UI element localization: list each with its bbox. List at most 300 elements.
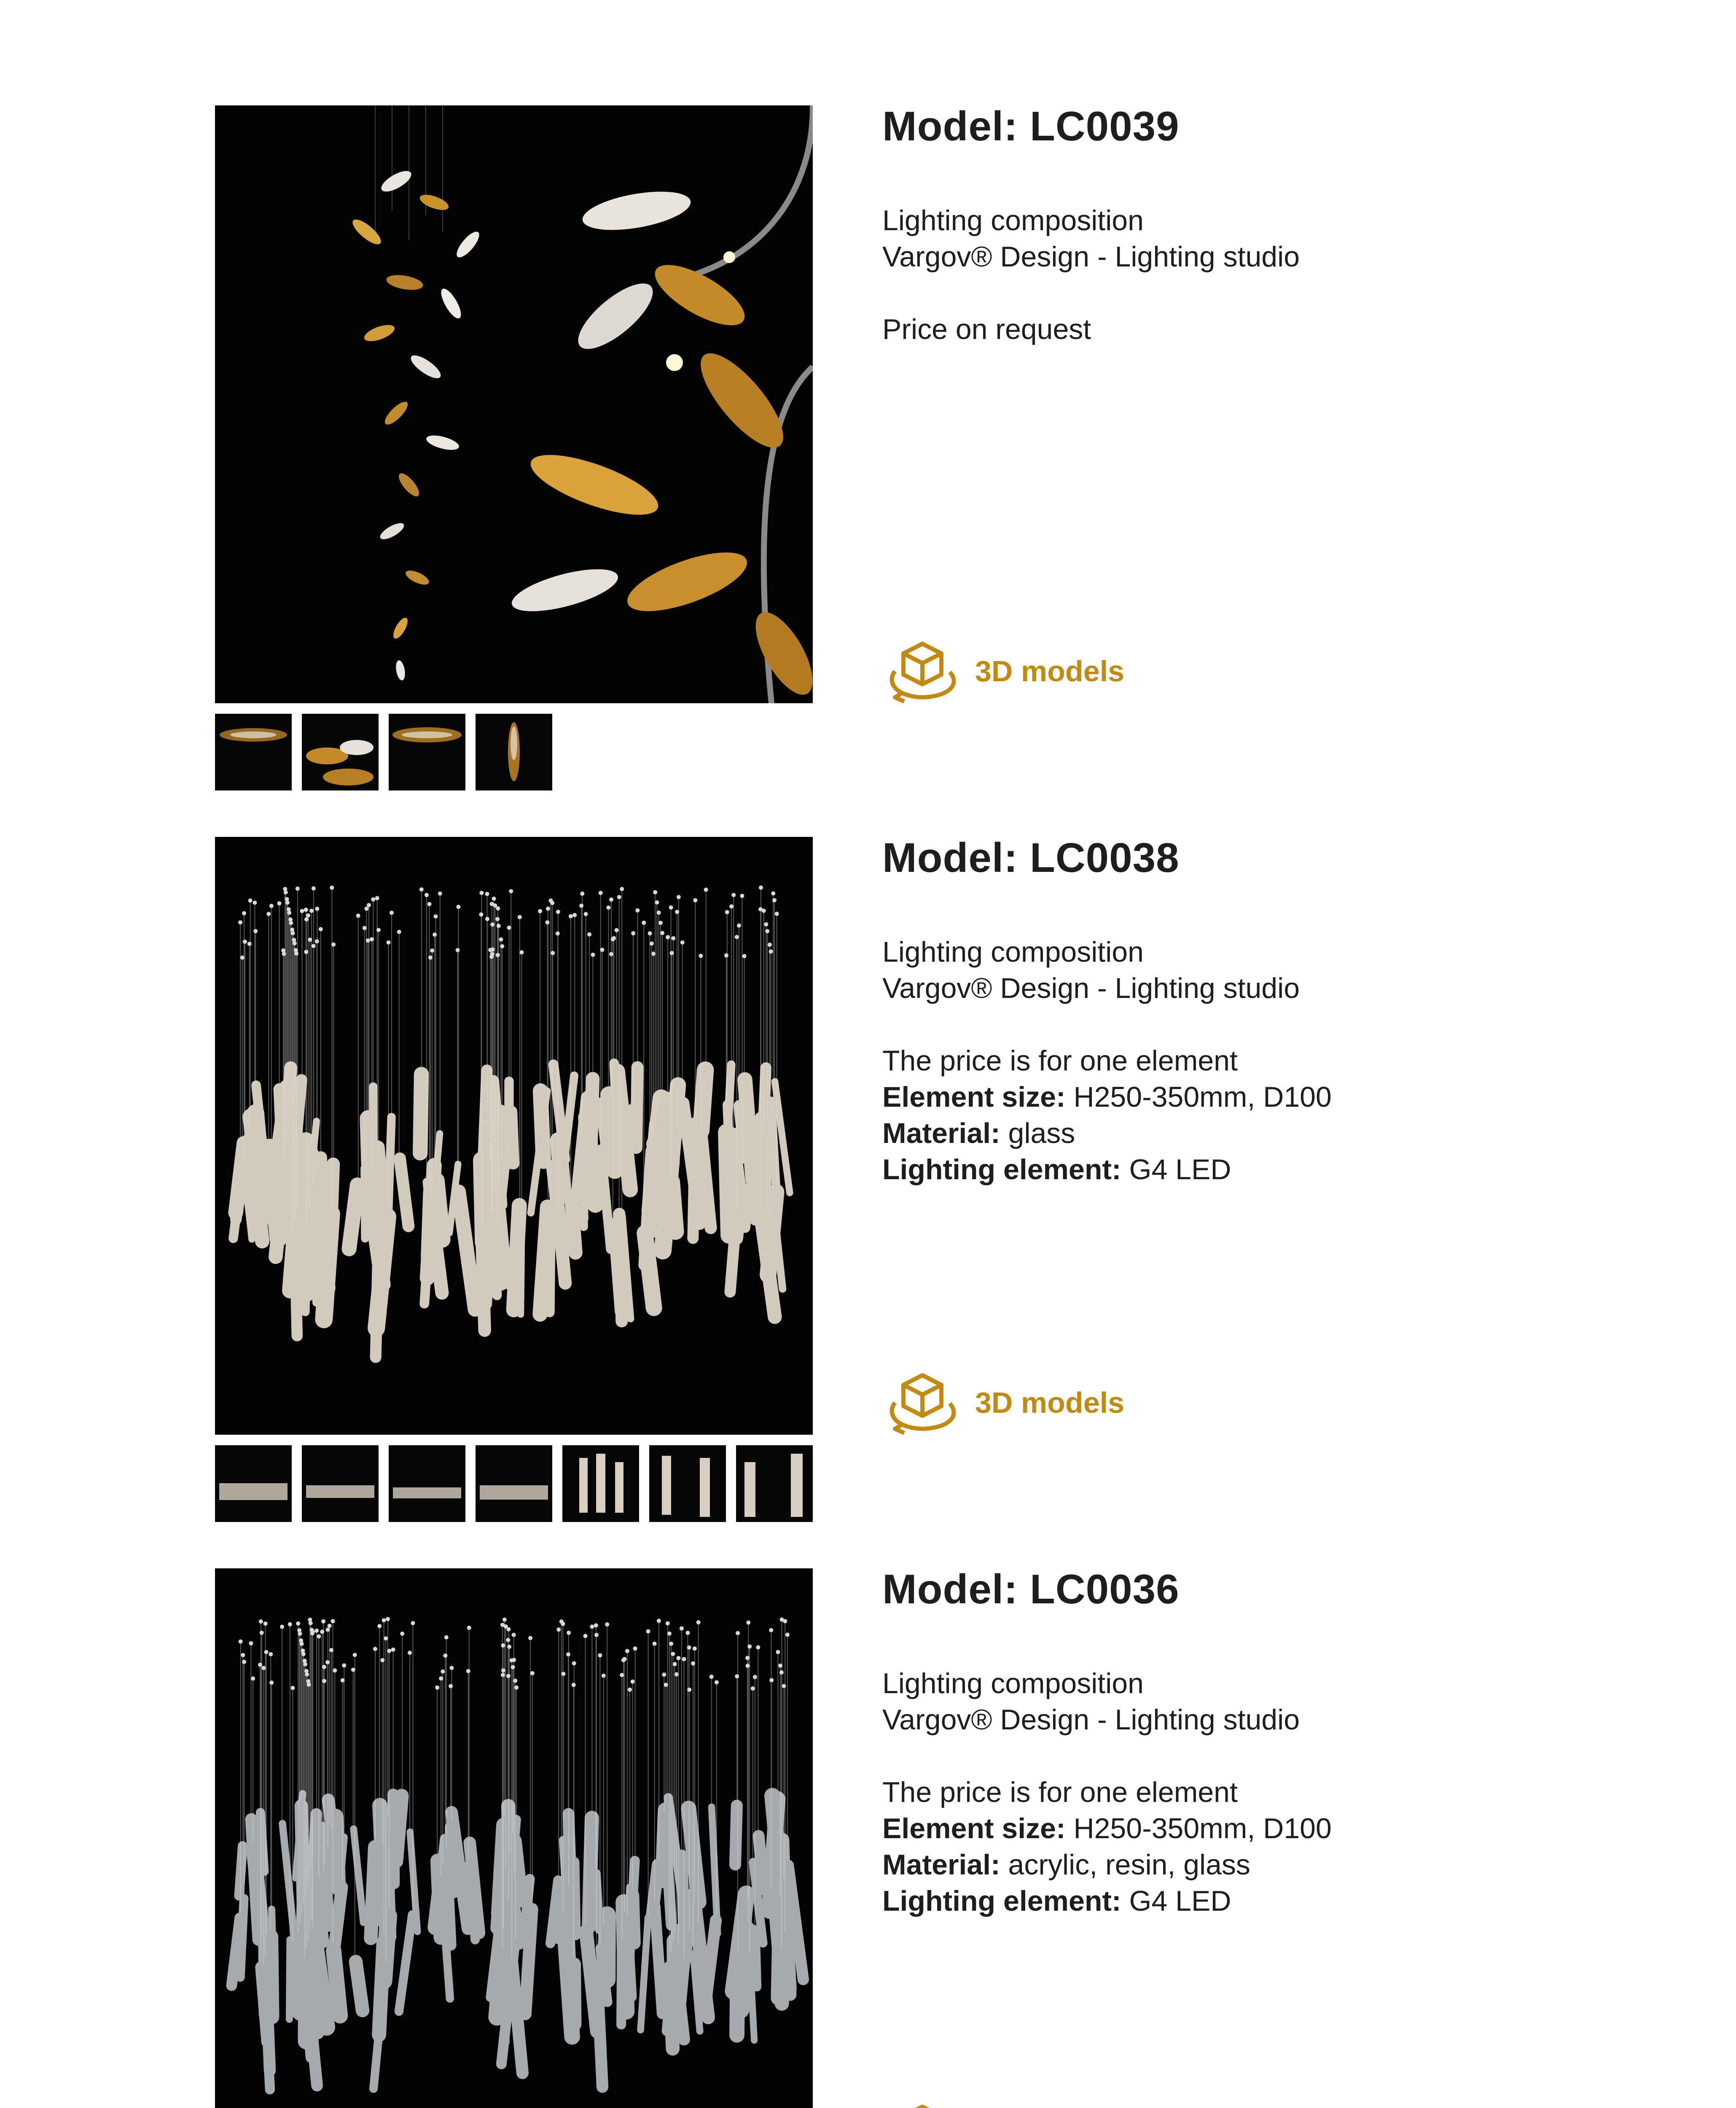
wire-fixture xyxy=(530,1671,535,1675)
wire-fixture xyxy=(779,1670,784,1675)
wire-fixture xyxy=(572,1683,576,1687)
wire-fixture xyxy=(456,905,460,909)
wire-fixture xyxy=(500,1623,505,1627)
product-lc0036 xyxy=(215,1568,1606,2108)
wire-fixture xyxy=(247,942,252,946)
wire-fixture xyxy=(353,1653,357,1657)
wire-fixture xyxy=(620,887,624,891)
3d-models-link[interactable] xyxy=(882,637,1124,705)
wire-fixture xyxy=(687,1688,691,1692)
wire-fixture xyxy=(745,1664,750,1668)
glass-shard xyxy=(445,1820,460,1898)
wire-fixture xyxy=(325,1660,330,1664)
wire-fixture xyxy=(512,1658,516,1662)
glass-shard xyxy=(506,1872,520,1941)
thumbnail[interactable] xyxy=(476,714,552,790)
thumbnail[interactable] xyxy=(302,1445,379,1522)
wire-fixture xyxy=(625,1649,629,1653)
wire-fixture xyxy=(620,1673,624,1677)
glass-shard xyxy=(774,1833,792,1923)
wire-fixture xyxy=(569,914,573,918)
wire-fixture xyxy=(671,936,675,940)
model-title: Model: LC0036 xyxy=(882,1566,1180,1612)
wire-fixture xyxy=(491,947,495,952)
price-note: Price on request xyxy=(882,313,1091,345)
glass-shard xyxy=(598,1906,616,1988)
wire-fixture xyxy=(449,1666,454,1670)
glass-chandelier-image xyxy=(215,837,813,1435)
wire-fixture xyxy=(287,911,291,915)
wire-fixture xyxy=(288,1622,292,1627)
wire-fixture xyxy=(776,1650,780,1654)
wire-fixture xyxy=(556,931,560,936)
wire-fixture xyxy=(675,1672,679,1676)
wire-fixture xyxy=(507,1627,511,1632)
wire-fixture xyxy=(439,1676,443,1680)
wire-fixture xyxy=(664,1683,668,1687)
glass-shard xyxy=(729,1799,743,1871)
wire-fixture xyxy=(509,889,513,893)
wire-fixture xyxy=(615,928,619,932)
wire-fixture xyxy=(682,1657,686,1661)
wire-fixture xyxy=(363,926,367,930)
thumbnail-strip xyxy=(215,1445,813,1522)
glass-shard xyxy=(360,1164,369,1243)
wire-fixture xyxy=(635,908,640,912)
wire-fixture xyxy=(655,900,659,904)
wire-fixture xyxy=(433,933,437,937)
wire-fixture xyxy=(342,1663,346,1667)
wire-fixture xyxy=(296,1621,300,1626)
wire-fixture xyxy=(285,901,290,905)
wire-fixture xyxy=(289,921,293,925)
wire-fixture xyxy=(322,1679,326,1683)
thumbnail[interactable] xyxy=(302,714,379,790)
wire-fixture xyxy=(467,1626,471,1630)
wire-fixture xyxy=(572,913,577,917)
wire-fixture xyxy=(518,915,522,919)
wire-fixture xyxy=(312,886,316,890)
wire-fixture xyxy=(320,1629,324,1634)
wire-fixture xyxy=(715,1680,719,1684)
glass-shard xyxy=(327,1808,346,1895)
wire-fixture xyxy=(284,890,288,895)
wire-fixture xyxy=(669,1642,673,1646)
thumbnail-strip xyxy=(215,714,813,790)
spec-material: Material: acrylic, resin, glass xyxy=(882,1849,1250,1881)
price-note: The price is for one element xyxy=(882,1045,1238,1077)
glass-shard xyxy=(387,1788,400,1889)
product-type: Lighting composition xyxy=(882,1667,1144,1699)
wire-fixture xyxy=(380,1658,384,1662)
wire-fixture xyxy=(430,949,434,953)
wire-fixture xyxy=(769,949,773,954)
wire-fixture xyxy=(449,1684,453,1688)
wire-fixture xyxy=(617,895,621,899)
wire-fixture xyxy=(315,939,319,944)
wire-fixture xyxy=(419,887,424,892)
thumbnail[interactable] xyxy=(215,1445,292,1522)
wire-fixture xyxy=(312,944,316,948)
wire-fixture xyxy=(587,932,591,936)
wire-fixture xyxy=(657,1619,661,1623)
acrylic-chandelier-image xyxy=(215,1568,813,2108)
wire-fixture xyxy=(261,1666,266,1670)
wire-fixture xyxy=(330,886,334,890)
wire-fixture xyxy=(326,1627,330,1632)
glass-shard xyxy=(413,1067,429,1161)
wire-fixture xyxy=(676,1656,680,1660)
wire-fixture xyxy=(309,1621,313,1625)
wire-fixture xyxy=(653,890,657,894)
wire-fixture xyxy=(609,898,613,902)
wire-fixture xyxy=(511,1665,515,1669)
wire-fixture xyxy=(606,906,610,910)
wire-fixture xyxy=(785,1632,790,1637)
wire-fixture xyxy=(731,893,736,897)
wire-fixture xyxy=(669,905,673,909)
wire-fixture xyxy=(400,1632,404,1636)
wire-fixture xyxy=(513,1679,517,1683)
wire-fixture xyxy=(501,1668,505,1672)
price-note: The price is for one element xyxy=(882,1776,1238,1808)
3d-models-link[interactable] xyxy=(882,2100,1124,2108)
spec-material: Material: glass xyxy=(882,1117,1075,1149)
wire-fixture xyxy=(321,1619,325,1624)
wire-fixture xyxy=(242,911,246,915)
wire-fixture xyxy=(263,1621,268,1626)
wire-fixture xyxy=(490,902,494,906)
wire-fixture xyxy=(583,1634,587,1638)
wire-fixture xyxy=(500,944,504,948)
thumbnail[interactable] xyxy=(562,1445,639,1522)
wire-fixture xyxy=(598,1653,602,1657)
wire-fixture xyxy=(496,953,500,957)
wire-fixture xyxy=(579,903,583,908)
wire-fixture xyxy=(666,935,670,939)
wire-fixture xyxy=(492,897,496,901)
wire-fixture xyxy=(559,1619,564,1624)
glass-shard xyxy=(545,1205,556,1318)
wire-fixture xyxy=(631,1680,635,1684)
wire-fixture xyxy=(599,891,603,895)
wire-fixture xyxy=(497,924,501,928)
studio-name: Vargov® Design - Lighting studio xyxy=(882,241,1300,273)
leaf-chandelier-image xyxy=(215,105,813,703)
wire-fixture xyxy=(538,909,542,913)
wire-fixture xyxy=(650,941,654,946)
wire-fixture xyxy=(490,922,494,927)
wire-fixture xyxy=(759,885,763,890)
wire-fixture xyxy=(239,1640,243,1644)
wire-fixture xyxy=(771,891,775,895)
model-title: Model: LC0039 xyxy=(882,103,1180,149)
wire-fixture xyxy=(428,955,433,960)
3d-cube-rotate-icon xyxy=(882,2100,962,2108)
wire-fixture xyxy=(680,1626,684,1630)
wire-fixture xyxy=(408,1651,412,1655)
wire-fixture xyxy=(319,927,323,931)
wire-fixture xyxy=(671,1652,675,1656)
wire-fixture xyxy=(490,952,494,956)
wire-fixture xyxy=(366,938,370,943)
wire-fixture xyxy=(441,1670,445,1674)
wire-fixture xyxy=(648,931,652,936)
wire-fixture xyxy=(572,1661,576,1665)
3d-models-label: 3D models xyxy=(975,1386,1124,1419)
wire-fixture xyxy=(377,1624,382,1628)
wire-fixture xyxy=(691,1661,695,1665)
wire-fixture xyxy=(456,948,460,952)
wire-fixture xyxy=(370,937,374,941)
wire-fixture xyxy=(658,921,663,925)
wire-fixture xyxy=(496,906,500,911)
wire-fixture xyxy=(391,1648,395,1652)
product-lc0039 xyxy=(215,105,1606,831)
thumbnail[interactable] xyxy=(476,1445,552,1522)
wire-fixture xyxy=(351,1667,355,1672)
product-main-image[interactable] xyxy=(215,837,813,1435)
wire-fixture xyxy=(696,1620,701,1624)
wire-fixture xyxy=(631,931,635,936)
wire-fixture xyxy=(769,1628,773,1632)
wire-fixture xyxy=(341,1678,345,1682)
wire-fixture xyxy=(293,941,297,945)
wire-fixture xyxy=(584,912,588,916)
wire-fixture xyxy=(507,1645,511,1649)
3d-models-link[interactable] xyxy=(882,1369,1124,1436)
wire-fixture xyxy=(499,937,503,941)
wire-fixture xyxy=(566,1652,570,1656)
wire-fixture xyxy=(546,906,550,911)
wire-fixture xyxy=(512,1633,516,1637)
thumbnail[interactable] xyxy=(215,714,292,790)
wire-fixture xyxy=(269,1652,273,1656)
wire-fixture xyxy=(364,906,368,911)
wire-fixture xyxy=(736,1631,740,1635)
wire-fixture xyxy=(709,1675,714,1679)
wire-fixture xyxy=(514,1686,519,1690)
wire-fixture xyxy=(479,891,484,895)
wire-fixture xyxy=(685,1631,690,1635)
product-info xyxy=(882,1566,1599,1917)
wire-fixture xyxy=(782,1684,786,1688)
spec-element-size: Element size: H250-350mm, D100 xyxy=(882,1081,1332,1113)
wire-fixture xyxy=(660,931,664,935)
wire-fixture xyxy=(485,892,489,896)
wire-fixture xyxy=(305,1672,309,1677)
wire-fixture xyxy=(241,1653,245,1657)
wire-fixture xyxy=(507,925,511,930)
wire-fixture xyxy=(427,902,432,906)
wire-fixture xyxy=(594,1623,598,1627)
glass-shard xyxy=(487,1173,496,1232)
product-description xyxy=(882,202,1599,347)
wire-fixture xyxy=(548,898,553,903)
thumbnail[interactable] xyxy=(389,1445,465,1522)
wire-fixture xyxy=(551,951,555,955)
wire-fixture xyxy=(308,938,312,942)
wire-fixture xyxy=(602,1674,606,1678)
wire-fixture xyxy=(411,1621,415,1625)
wire-fixture xyxy=(238,920,242,925)
glass-shard xyxy=(567,1957,582,2031)
wire-fixture xyxy=(662,1672,666,1677)
studio-name: Vargov® Design - Lighting studio xyxy=(882,1704,1300,1736)
wire-fixture xyxy=(621,1658,626,1662)
wire-fixture xyxy=(633,1646,637,1651)
wire-fixture xyxy=(304,917,309,922)
wire-fixture xyxy=(556,910,560,914)
thumbnail[interactable] xyxy=(736,1445,813,1522)
wire-fixture xyxy=(495,917,500,921)
product-main-image[interactable] xyxy=(215,105,813,703)
wire-fixture xyxy=(303,1662,307,1666)
wire-fixture xyxy=(751,1686,755,1691)
wire-fixture xyxy=(331,1619,335,1623)
wire-fixture xyxy=(506,1674,511,1678)
wire-fixture xyxy=(291,931,295,935)
glass-shard xyxy=(569,1857,581,1940)
wire-fixture xyxy=(519,950,524,955)
product-description xyxy=(882,934,1599,1188)
wire-fixture xyxy=(290,1686,295,1690)
wire-fixture xyxy=(546,920,550,925)
wire-fixture xyxy=(729,904,734,909)
wire-fixture xyxy=(280,1625,284,1629)
wire-fixture xyxy=(444,1635,449,1640)
wire-fixture xyxy=(737,923,741,928)
wire-fixture xyxy=(667,1632,672,1636)
wire-fixture xyxy=(485,917,489,921)
wire-fixture xyxy=(300,1642,304,1646)
wire-fixture xyxy=(778,1664,782,1668)
wire-fixture xyxy=(314,1629,319,1633)
wire-fixture xyxy=(301,1652,306,1656)
glass-shard xyxy=(604,1089,621,1150)
wire-fixture xyxy=(769,1678,774,1682)
wire-fixture xyxy=(243,940,247,944)
wire-fixture xyxy=(371,897,375,901)
wire-fixture xyxy=(387,1649,391,1653)
wire-fixture xyxy=(294,952,298,956)
wire-fixture xyxy=(746,1621,750,1625)
wire-fixture xyxy=(253,929,258,933)
wire-fixture xyxy=(315,906,319,911)
wire-fixture xyxy=(740,894,744,898)
wire-fixture xyxy=(609,952,613,956)
wire-fixture xyxy=(666,1621,670,1625)
wire-fixture xyxy=(296,887,300,891)
wire-fixture xyxy=(725,910,729,914)
wire-fixture xyxy=(376,928,381,932)
studio-name: Vargov® Design - Lighting studio xyxy=(882,972,1300,1004)
glass-shard xyxy=(517,1227,525,1318)
wire-fixture xyxy=(304,908,308,912)
glass-shard xyxy=(314,1151,328,1277)
wire-fixture xyxy=(646,1629,650,1633)
product-lc0038 xyxy=(215,834,1606,1562)
wire-fixture xyxy=(242,1660,246,1664)
wire-fixture xyxy=(386,1617,390,1621)
wire-fixture xyxy=(756,1645,760,1649)
wire-fixture xyxy=(298,1632,302,1636)
spec-lighting-element: Lighting element: G4 LED xyxy=(882,1153,1231,1186)
spec-lighting-element: Lighting element: G4 LED xyxy=(882,1885,1231,1917)
wire-fixture xyxy=(764,922,768,926)
wire-fixture xyxy=(628,1688,632,1692)
wire-fixture xyxy=(425,893,429,897)
wire-fixture xyxy=(435,1686,439,1690)
wire-fixture xyxy=(580,892,584,896)
wire-fixture xyxy=(642,921,646,925)
wire-fixture xyxy=(479,912,483,917)
wire-fixture xyxy=(249,1641,253,1646)
wire-fixture xyxy=(310,1631,314,1635)
wire-fixture xyxy=(590,1624,594,1629)
wire-fixture xyxy=(724,953,728,957)
wire-fixture xyxy=(356,914,360,918)
wire-fixture xyxy=(747,1644,752,1648)
wire-fixture xyxy=(443,1654,447,1658)
spec-element-size: Element size: H250-350mm, D100 xyxy=(882,1812,1332,1844)
wire-fixture xyxy=(611,937,615,941)
wire-fixture xyxy=(753,1675,757,1679)
wire-fixture xyxy=(556,1627,561,1632)
wire-fixture xyxy=(772,898,777,902)
wire-fixture xyxy=(693,898,697,902)
wire-fixture xyxy=(373,1647,377,1651)
wire-fixture xyxy=(687,1646,691,1650)
wire-fixture xyxy=(735,1674,739,1678)
wire-fixture xyxy=(780,1618,784,1622)
wire-fixture xyxy=(269,904,274,908)
wire-fixture xyxy=(384,1636,388,1640)
wire-fixture xyxy=(331,942,336,946)
wire-fixture xyxy=(258,1663,262,1667)
wire-fixture xyxy=(758,907,763,911)
wire-fixture xyxy=(768,943,772,947)
product-type: Lighting composition xyxy=(882,204,1144,237)
wire-fixture xyxy=(260,1631,264,1635)
wire-fixture xyxy=(765,929,769,933)
wire-fixture xyxy=(300,909,304,913)
wire-fixture xyxy=(317,1634,321,1638)
thumbnail[interactable] xyxy=(649,1445,726,1522)
wire-fixture xyxy=(677,895,681,899)
product-description xyxy=(882,1665,1599,1919)
wire-fixture xyxy=(503,1618,507,1622)
wire-fixture xyxy=(651,952,656,956)
3d-models-label: 3D models xyxy=(975,655,1124,688)
thumbnail[interactable] xyxy=(389,714,465,790)
wire-fixture xyxy=(653,1642,657,1646)
wire-fixture xyxy=(251,1676,255,1680)
3d-cube-rotate-icon xyxy=(882,1369,962,1436)
wire-fixture xyxy=(657,911,661,915)
wire-fixture xyxy=(309,909,314,913)
wire-fixture xyxy=(434,914,438,919)
wire-fixture xyxy=(248,898,253,903)
wire-fixture xyxy=(282,952,286,956)
model-title: Model: LC0038 xyxy=(882,834,1180,881)
wire-fixture xyxy=(501,1643,505,1648)
product-main-image[interactable] xyxy=(215,1568,813,2108)
wire-fixture xyxy=(328,1624,332,1628)
wire-fixture xyxy=(501,1673,505,1677)
wire-fixture xyxy=(673,1662,677,1666)
wire-fixture xyxy=(266,912,271,916)
